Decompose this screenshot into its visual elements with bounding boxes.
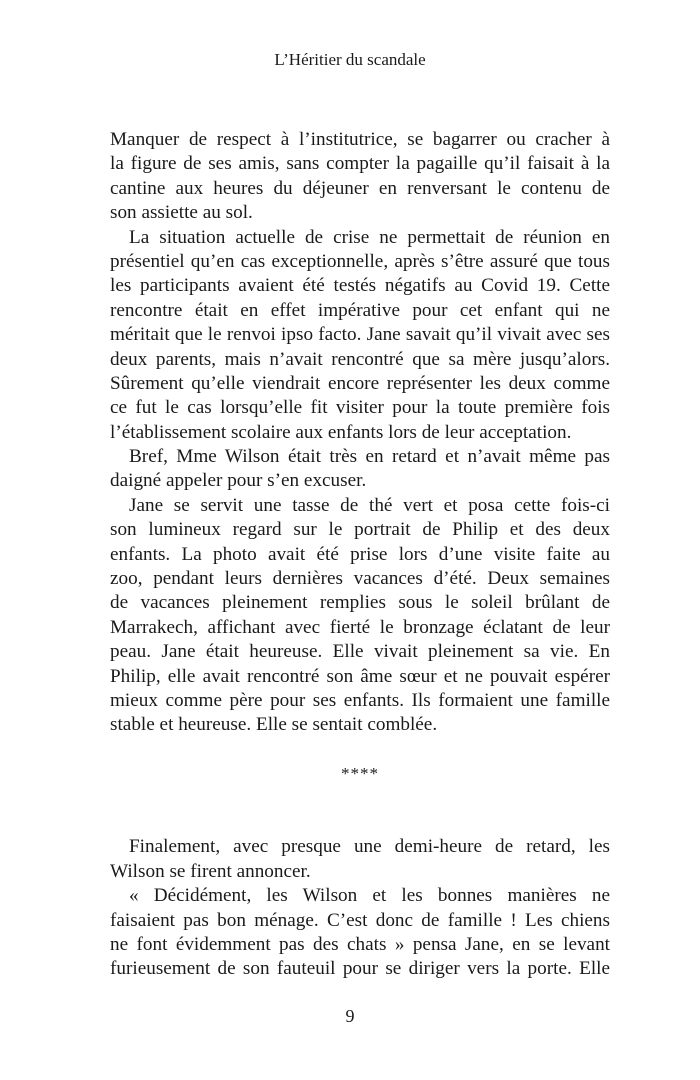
text-line: Sûrement qu’elle viendrait encore représenter les deux comme (110, 372, 610, 394)
text-line: furieusement de son fauteuil pour se diriger vers la porte. Elle (110, 958, 610, 980)
running-header: L’Héritier du scandale (274, 50, 426, 69)
text-line: son assiette au sol. (110, 202, 253, 224)
text-line: Philip, elle avait rencontré son âme sœur et ne pouvait espérer (110, 665, 610, 687)
text-line: présentiel qu’en cas exceptionnelle, après s’être assuré que tous (110, 250, 610, 272)
spacer (110, 738, 610, 762)
text-line: Marrakech, affichant avec fierté le bronzage éclatant de leur (110, 616, 610, 638)
text-line: peau. Jane était heureuse. Elle vivait pleinement sa vie. En (110, 641, 610, 663)
text-line: Bref, Mme Wilson était très en retard et n’avait même pas (129, 446, 610, 468)
text-line: faisaient pas bon ménage. C’est donc de famille ! Les chiens (110, 909, 610, 931)
text-line: daigné appeler pour s’en excuser. (110, 470, 367, 492)
spacer (110, 787, 610, 811)
paragraph (110, 494, 610, 738)
text-line: enfants. La photo avait été prise lors d’une visite faite au (110, 543, 610, 565)
paragraph (110, 226, 610, 446)
text-line: Wilson se firent annoncer. (110, 860, 311, 882)
text-line: « Décidément, les Wilson et les bonnes manières ne (129, 885, 610, 907)
text-line: ne font évidemment pas des chats » pensa Jane, en se levant (110, 933, 610, 955)
text-line: zoo, pendant leurs dernières vacances d’été. Deux semaines (110, 568, 610, 590)
body-text (110, 128, 610, 982)
text-line: rencontre était en effet impérative pour cet enfant qui ne (110, 299, 610, 321)
text-line: les participants avaient été testés négatifs au Covid 19. Cette (110, 275, 610, 297)
paragraph (110, 128, 610, 226)
paragraph (110, 835, 610, 884)
text-line: Manquer de respect à l’institutrice, se bagarrer ou cracher à (110, 129, 610, 150)
text-line: méritait que le renvoi ipso facto. Jane savait qu’il vivait avec ses (110, 324, 610, 346)
text-line: de vacances pleinement remplies sous le soleil brûlant de (110, 592, 610, 614)
text-line: mieux comme père pour ses enfants. Ils formaient une famille (110, 689, 610, 711)
text-line: cantine aux heures du déjeuner en renversant le contenu de (110, 177, 610, 199)
text-line: l’établissement scolaire aux enfants lors de leur acceptation. (110, 421, 572, 443)
paragraph (110, 445, 610, 494)
text-line: stable et heureuse. Elle se sentait comblée. (110, 714, 438, 736)
text-line: Jane se servit une tasse de thé vert et posa cette fois-ci (129, 494, 610, 516)
paragraph (110, 884, 610, 982)
page-number: 9 (345, 1006, 355, 1026)
text-line: Finalement, avec presque une demi-heure de retard, les (129, 836, 610, 858)
text-line: ce fut le cas lorsqu’elle fit visiter pour la toute première fois (110, 397, 610, 419)
spacer (110, 811, 610, 835)
text-line: deux parents, mais n’avait rencontré que sa mère jusqu’alors. (110, 348, 610, 370)
scene-break: **** (341, 764, 379, 784)
text-line: La situation actuelle de crise ne permettait de réunion en (129, 226, 610, 248)
text-line: son lumineux regard sur le portrait de Philip et des deux (110, 519, 610, 541)
text-line: la figure de ses amis, sans compter la pagaille qu’il faisait à la (110, 153, 610, 175)
